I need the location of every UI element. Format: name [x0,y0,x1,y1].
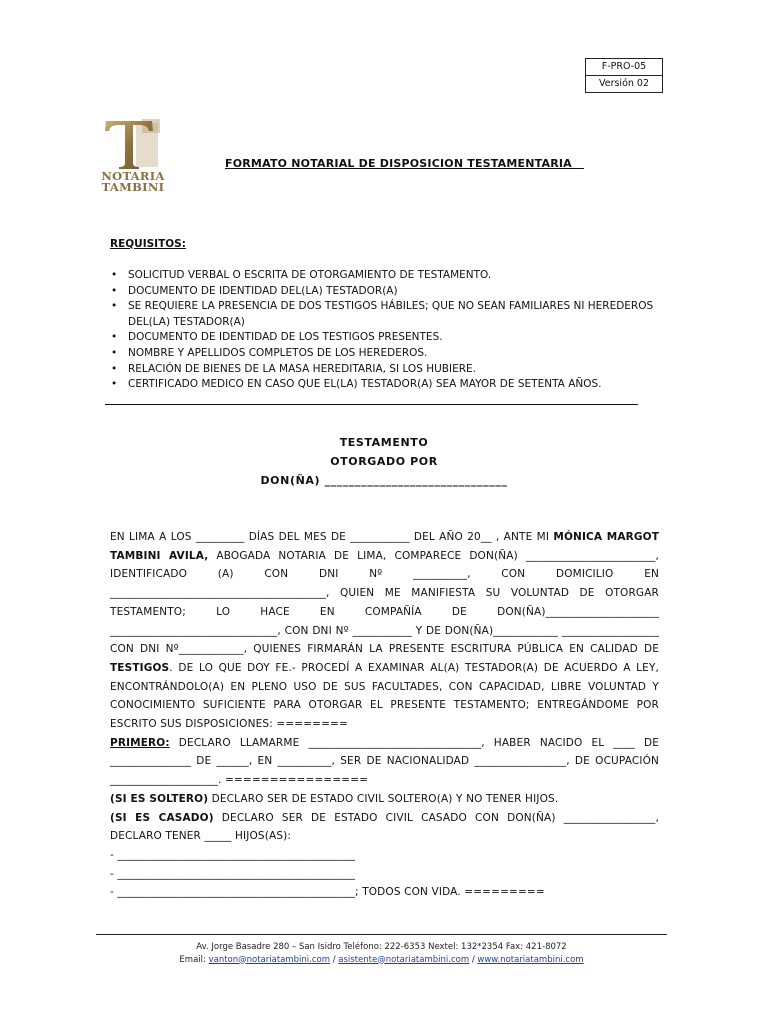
hijo-line: - ____________________________________________ [110,867,356,880]
list-item: • DOCUMENTO DE IDENTIDAD DE LOS TESTIGOS PRESENTES. [110,330,658,346]
email-link-asistente[interactable]: asistente@notariatambini.com [338,954,470,965]
email-link-vanton[interactable]: vanton@notariatambini.com [208,954,331,965]
don-heading: DON(ÑA) ______________________________ [260,474,508,487]
primero-label: PRIMERO: [110,736,170,749]
logo-monogram-icon [102,117,164,171]
document-code: F-PRO-05 [601,61,647,72]
list-item: • SE REQUIERE LA PRESENCIA DE DOS TESTIGOS HÁBILES; QUE NO SEAN FAMILIARES NI HEREDEROS DEL(LA) TESTADOR(A) [110,299,658,330]
website-link[interactable]: www.notariatambini.com [477,954,584,965]
list-item: • NOMBRE Y APELLIDOS COMPLETOS DE LOS HEREDEROS. [110,346,658,362]
requisitos-heading: REQUISITOS: [110,238,186,250]
list-item: • CERTIFICADO MEDICO EN CASO QUE EL(LA) TESTADOR(A) SEA MAYOR DE SETENTA AÑOS. [110,377,658,393]
document-title: FORMATO NOTARIAL DE DISPOSICION TESTAMENTARIA [225,157,584,170]
document-version: Versión 02 [586,75,662,92]
footer-address: Av. Jorge Basadre 280 – San Isidro Teléfono: 222-6353 Nextel: 132*2354 Fax: 421-8072 [196,942,567,952]
opening-paragraph: EN LIMA A LOS _________ DÍAS DEL MES DE ___________ DEL AÑO 20__ , ANTE MI MÓNICA MARGOT TAMBINI AVILA, ABOGADA NOTARIA DE LIMA, COMPARECE DON(ÑA) ________________________, IDENTIFICADO (A) CON DNI Nº __________, CON DOMICILIO EN ________________________________________, QUIEN ME MANIFIESTA SU VOLUNTAD DE OTORGAR TESTAMENTO; LO HACE EN COMPAÑÍA DE DON(ÑA)_____________________ _______________________________, CON DNI Nº ___________ Y DE DON(ÑA)____________ __________________ CON DNI Nº____________, QUIENES FIRMARÁN LA PRESENTE ESCRITURA PÚBLICA EN CALIDAD DE TESTIGOS. DE LO QUE DOY FE.- PROCEDÍ A EXAMINAR AL(A) TESTADOR(A) DE ACUERDO A LEY, ENCONTRÁNDOLO(A) EN PLENO USO DE SUS FACULTADES, CON CAPACIDAD, LIBRE VOLUNTAD Y CONOCIMIENTO SUFICIENTE PARA OTORGAR EL PRESENTE TESTAMENTO; ENTREGÁNDOME POR ESCRITO SUS DISPOSICIONES: ======== [110,531,660,731]
casado-label: (SI ES CASADO) [110,811,214,824]
notaria-logo [99,117,167,193]
hijo-line: - ____________________________________________; TODOS CON VIDA. ========= [110,886,545,899]
list-item: • RELACIÓN DE BIENES DE LA MASA HEREDITARIA, SI LOS HUBIERE. [110,362,658,378]
list-item: • SOLICITUD VERBAL O ESCRITA DE OTORGAMIENTO DE TESTAMENTO. [110,268,658,284]
testament-body [110,528,659,902]
page-footer [96,941,667,966]
requisitos-list [110,268,670,393]
document-code-box [585,58,663,93]
section-divider [105,404,638,405]
soltero-label: (SI ES SOLTERO) [110,792,209,805]
hijo-line: - ____________________________________________ [110,848,356,861]
soltero-clause: (SI ES SOLTERO) DECLARO SER DE ESTADO CIVIL SOLTERO(A) Y NO TENER HIJOS. [110,792,559,805]
otorgado-por-heading: OTORGADO POR [330,455,438,468]
footer-divider [96,934,667,935]
logo-line-1: NOTARIA [101,169,165,183]
testigos-label: TESTIGOS [110,661,170,674]
primero-clause: PRIMERO: DECLARO LLAMARME ________________________________, HABER NACIDO EL ____ DE _______________ DE ______, EN __________, SER DE NACIONALIDAD _________________, DE OCUPACIÓN ____________________. ================ [110,736,659,787]
casado-clause: (SI ES CASADO) DECLARO SER DE ESTADO CIVIL CASADO CON DON(ÑA) _________________, DECLARO TENER _____ HIJOS(AS): [110,811,659,843]
footer-contacts: Email: vanton@notariatambini.com / asistente@notariatambini.com / www.notariatambini.com [179,954,584,965]
testamento-heading: TESTAMENTO [339,436,429,449]
notary-name: MÓNICA MARGOT TAMBINI AVILA, [110,531,660,562]
list-item: • DOCUMENTO DE IDENTIDAD DEL(LA) TESTADOR(A) [110,284,658,300]
logo-line-2: TAMBINI [101,180,165,194]
